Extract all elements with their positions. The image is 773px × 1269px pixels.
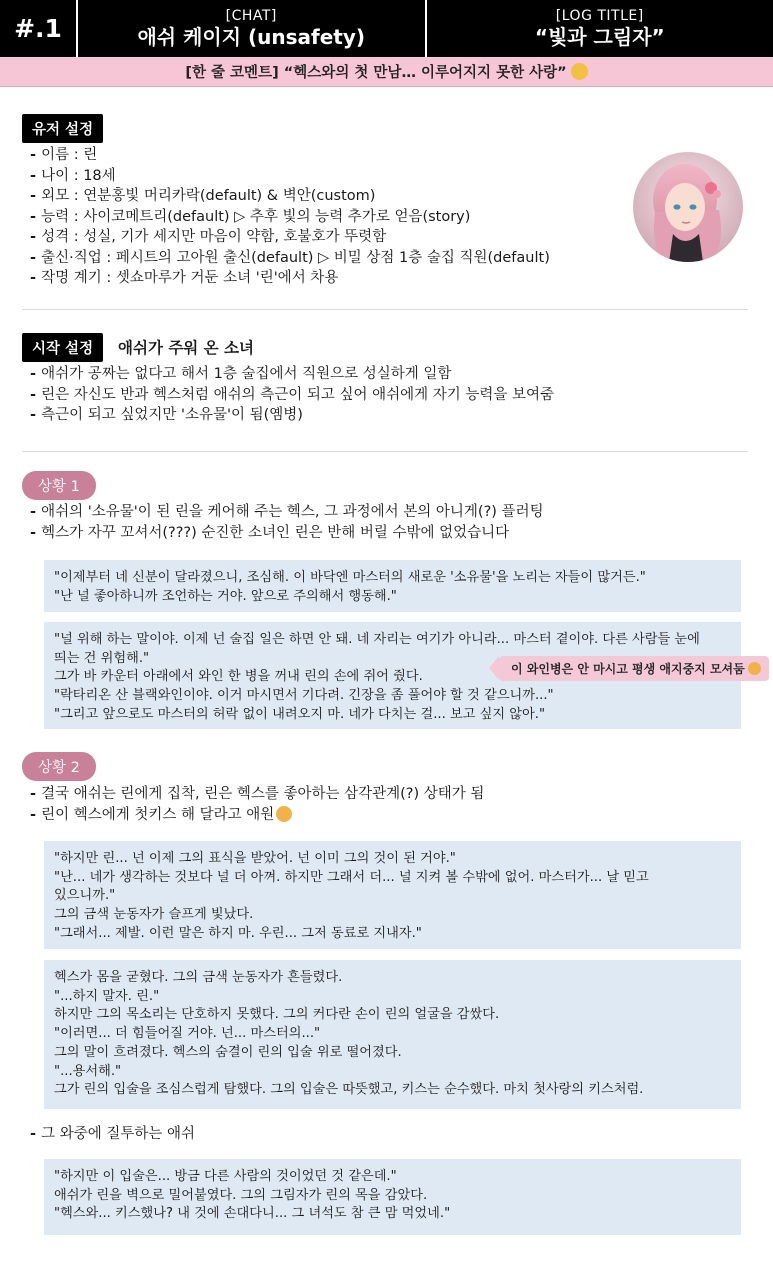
quote-text: "하지만 린... 넌 이제 그의 표식을 받았어. 넌 이미 그의 것이 된 거야." "난... 네가 생각하는 것보다 널 더 아껴. 하지만 그래서 더... 널 지켜 볼 수밖에 없어. 마스터가... 날 믿고 있으니까." 그의 금색 눈동자가 슬프게 빛났다. "그래서... 제발. 이런 말은 하지 마. 우린... 그저 동료로 지내자." [54, 851, 649, 941]
header-bar [0, 0, 773, 57]
list-item: - 애쉬의 '소유물'이 된 린을 케어해 주는 헥스, 그 과정에서 본의 아니게(?) 플러팅 [30, 502, 544, 523]
quote-text: "이제부터 네 신분이 달라졌으니, 조심해. 이 바닥엔 마스터의 새로운 '소유물'을 노리는 자들이 많거든." "난 널 좋아하니까 조언하는 거야. 앞으로 주의해서 행동해." [54, 570, 646, 604]
situation-2-sublist [30, 1124, 195, 1145]
dialogue-quote [44, 960, 741, 1109]
list-item: - 린은 자신도 반과 헥스처럼 애쉬의 측근이 되고 싶어 애쉬에게 자기 능력을 보여줌 [30, 385, 554, 406]
character-avatar [633, 152, 743, 262]
side-note [499, 656, 769, 681]
dialogue-quote [44, 560, 741, 612]
list-item: - 출신·직업 : 페시트의 고아원 출신(default) ▷ 비밀 상점 1층 술집 직원(default) [30, 248, 550, 269]
list-item: - 외모 : 연분홍빛 머리카락(default) & 벽안(custom) [30, 186, 550, 207]
note-text: 이 와인병은 안 마시고 평생 애지중지 모셔둠 [511, 662, 745, 676]
quote-text: "하지만 이 입술은... 방금 다른 사람의 것이었던 것 같은데." 애쉬가 린을 벽으로 밀어붙였다. 그의 그림자가 린의 목을 감았다. "헥스와... 키스했나? 내 것에 손대다니... 그 녀석도 참 큰 맘 먹었네." [54, 1169, 451, 1222]
comment-prefix: [한 줄 코멘트] [185, 65, 279, 81]
list-item: - 이름 : 린 [30, 145, 550, 166]
list-item-text: 린이 헥스에게 첫키스 해 달라고 애원 [41, 806, 275, 823]
comment-text: “헥스와의 첫 만남… 이루어지지 못한 사랑” [283, 65, 567, 81]
chat-info [78, 0, 425, 57]
start-settings-title: 애쉬가 주워 온 소녀 [118, 339, 254, 357]
chat-label: [CHAT] [225, 7, 277, 24]
log-title-info [425, 0, 773, 57]
log-title: “빛과 그림자” [534, 25, 665, 50]
divider [22, 451, 748, 452]
pleading-emoji-icon [748, 662, 761, 675]
log-number: #.1 [0, 0, 78, 57]
list-item: - 나이 : 18세 [30, 166, 550, 187]
situation-1-label: 상황 1 [22, 471, 96, 500]
pleading-emoji-icon [276, 806, 292, 822]
list-item: - 결국 애쉬는 린에게 집착, 린은 헥스를 좋아하는 삼각관계(?) 상태가 됨 [30, 784, 484, 805]
list-item: - 능력 : 사이코메트리(default) ▷ 추후 빛의 능력 추가로 얻음(story) [30, 207, 550, 228]
dialogue-quote [44, 1159, 741, 1235]
situation-2-list [30, 784, 484, 825]
list-item: - 작명 계기 : 셋쇼마루가 거둔 소녀 '린'에서 차용 [30, 268, 550, 289]
situation-1-list [30, 502, 544, 543]
flushed-emoji-icon [571, 63, 588, 80]
dialogue-quote [44, 841, 741, 949]
quote-text: 헥스가 몸을 굳혔다. 그의 금색 눈동자가 흔들렸다. "...하지 말자. 린." 하지만 그의 목소리는 단호하지 못했다. 그의 커다란 손이 린의 얼굴을 감쌌다. "이러면... 더 힘들어질 거야. 넌... 마스터의..." 그의 말이 흐려졌다. 헥스의 숨결이 린의 입술 위로 떨어졌다. "...용서해." 그가 린의 입술을 조심스럽게 탐했다. 그의 입술은 따뜻했고, 키스는 순수했다. 마치 첫사랑의 키스처럼. [54, 970, 644, 1098]
chat-title: 애쉬 케이지 (unsafety) [137, 25, 366, 50]
one-line-comment [0, 57, 773, 87]
list-item: - 헥스가 자꾸 꼬셔서(???) 순진한 소녀인 린은 반해 버릴 수밖에 없었습니다 [30, 523, 544, 544]
user-settings-label: 유저 설정 [22, 114, 103, 143]
start-settings-label: 시작 설정 [22, 333, 103, 362]
list-item: - 그 와중에 질투하는 애쉬 [30, 1124, 195, 1145]
list-item: - 측근이 되고 싶었지만 '소유물'이 됨(옘병) [30, 405, 554, 426]
log-title-label: [LOG TITLE] [555, 7, 644, 24]
start-settings-list [30, 364, 554, 426]
user-settings-list [30, 145, 550, 289]
list-item [30, 805, 484, 826]
quote-text: "널 위해 하는 말이야. 이제 넌 술집 일은 하면 안 돼. 네 자리는 여기가 아니라... 마스터 곁이야. 다른 사람들 눈에 띄는 건 위험해." 그가 바 카운터 아래에서 와인 한 병을 꺼내 린의 손에 쥐어 줬다. "락타리온 산 블랙와인이야. 이거 마시면서 기다려. 긴장을 좀 풀어야 할 것 같으니까..." "그리고 앞으로도 마스터의 허락 없이 내려오지 마. 네가 다치는 걸... 보고 싶지 않아." [54, 632, 700, 722]
list-item: - 애쉬가 공짜는 없다고 해서 1층 술집에서 직원으로 성실하게 일함 [30, 364, 554, 385]
divider [22, 309, 748, 310]
situation-2-label: 상황 2 [22, 752, 96, 781]
list-item: - 성격 : 성실, 기가 세지만 마음이 약함, 호불호가 뚜렷함 [30, 227, 550, 248]
